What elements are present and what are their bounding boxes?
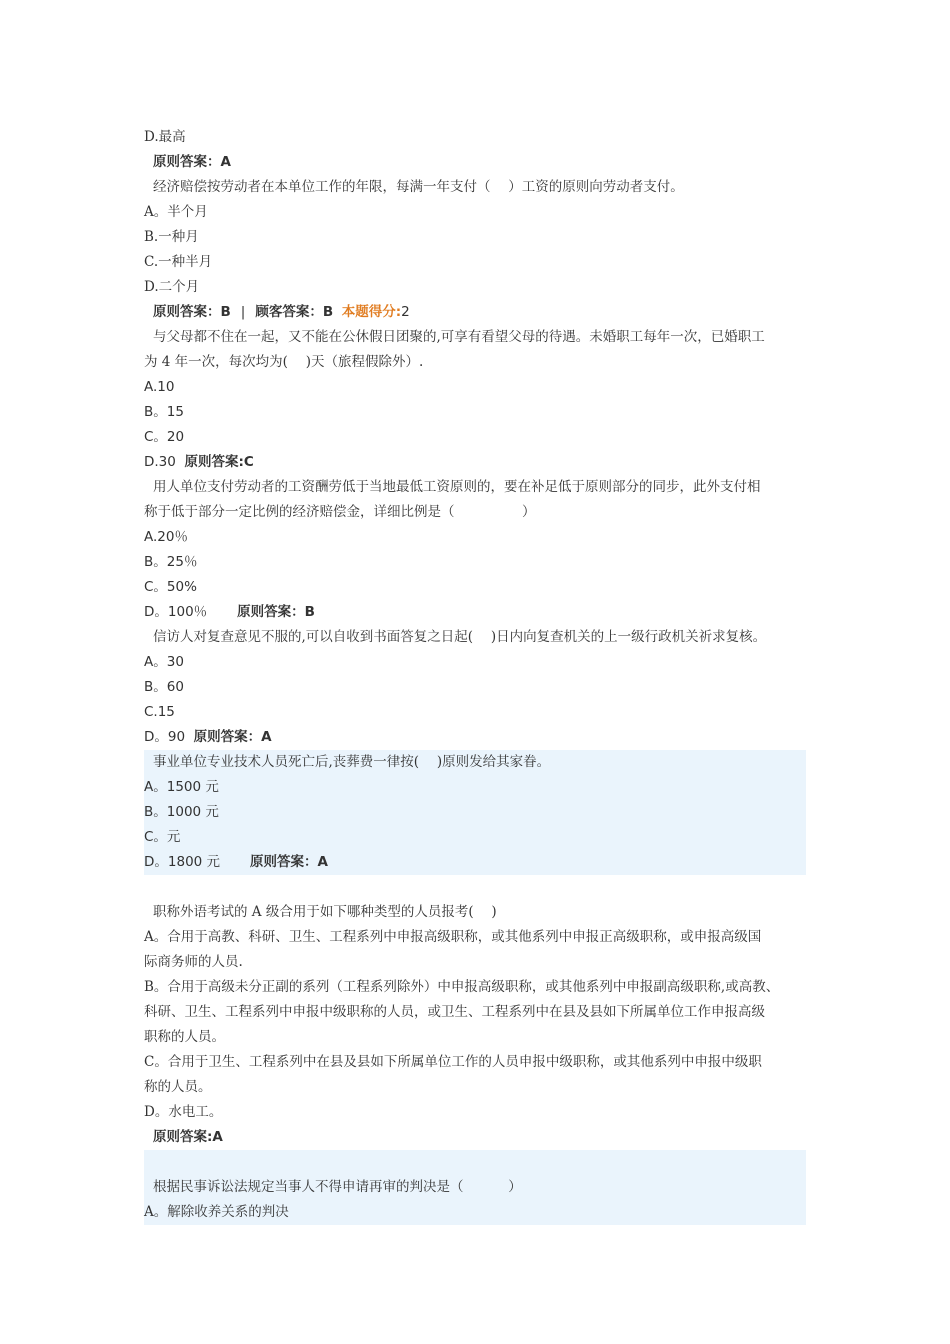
option-d: D。水电工。 xyxy=(144,1104,223,1120)
standard-answer: 原则答案:C xyxy=(184,454,254,470)
option-b: B。15 xyxy=(144,404,184,420)
answer-row xyxy=(144,850,806,875)
option-b-cont: 职称的人员。 xyxy=(144,1029,225,1045)
option-b: B。合用于高级未分正副的系列（工程系列除外）中申报高级职称，或其他系列中申报副高级职称,或高教、 xyxy=(144,979,780,995)
standard-answer: 原则答案：B xyxy=(237,604,315,620)
question-text: 与父母都不住在一起，又不能在公休假日团聚的,可享有看望父母的待遇。未婚职工每年一次，已婚职工 xyxy=(153,329,765,345)
standard-answer: 原则答案：A xyxy=(153,154,231,170)
standard-answer: 原则答案：A xyxy=(250,854,328,870)
option-d: D。1800 元 xyxy=(144,854,221,870)
standard-answer: 原则答案:A xyxy=(153,1129,223,1145)
question-text: 根据民事诉讼法规定当事人不得申请再审的判决是（ ） xyxy=(153,1179,522,1195)
option-d: D。100％ xyxy=(144,604,208,620)
spacer xyxy=(144,1150,806,1175)
question-text: 用人单位支付劳动者的工资酬劳低于当地最低工资原则的，要在补足低于原则部分的同步，此外支付相 xyxy=(153,479,761,495)
option-a-cont: 际商务师的人员. xyxy=(144,954,243,970)
option-a: A.20％ xyxy=(144,529,188,545)
option-a: A。1500 元 xyxy=(144,779,219,795)
option-a: A。半个月 xyxy=(144,204,208,220)
option-b: B.一种月 xyxy=(144,229,199,245)
option-c: C。合用于卫生、工程系列中在县及县如下所属单位工作的人员申报中级职称，或其他系列中申报中级职 xyxy=(144,1054,762,1070)
option-b: B。60 xyxy=(144,679,184,695)
option-c: C.一种半月 xyxy=(144,254,213,270)
question-text: 职称外语考试的 A 级合用于如下哪种类型的人员报考( ) xyxy=(153,904,497,920)
option-b: B。1000 元 xyxy=(144,804,219,820)
option-d: D.二个月 xyxy=(144,279,200,295)
option-b-cont: 科研、卫生、工程系列中申报中级职称的人员，或卫生、工程系列中在县及县如下所属单位工作申报高级 xyxy=(144,1004,765,1020)
question-text-cont: 为 4 年一次，每次均为( )天（旅程假除外）. xyxy=(144,354,424,370)
document-body xyxy=(144,125,806,1225)
spacer xyxy=(144,875,806,900)
answer-row xyxy=(144,600,806,625)
option-d: D.最高 xyxy=(144,129,186,145)
option-a: A.10 xyxy=(144,379,175,395)
standard-answer: 原则答案：A xyxy=(193,729,272,745)
standard-answer: 原则答案：B xyxy=(153,304,231,320)
option-c: C。元 xyxy=(144,829,181,845)
question-text: 信访人对复查意见不服的,可以自收到书面答复之日起( )日内向复查机关的上一级行政机关祈求复核。 xyxy=(153,629,767,645)
highlighted-question-block xyxy=(144,750,806,875)
question-text-cont: 称于低于部分一定比例的经济赔偿金，详细比例是（ ） xyxy=(144,504,536,520)
score-value: 2 xyxy=(401,304,410,320)
score-label: 本题得分: xyxy=(341,304,402,320)
option-a: A。合用于高教、科研、卫生、工程系列中申报高级职称，或其他系列中申报正高级职称，或申报高级国 xyxy=(144,929,762,945)
answer-row xyxy=(144,725,806,750)
option-d: D.30 xyxy=(144,454,176,470)
option-a: A。解除收养关系的判决 xyxy=(144,1204,289,1220)
option-c: C。20 xyxy=(144,429,185,445)
separator: | xyxy=(240,304,246,320)
answer-row xyxy=(144,450,806,475)
option-d: D。90 xyxy=(144,729,186,745)
option-a: A。30 xyxy=(144,654,184,670)
option-b: B。25％ xyxy=(144,554,198,570)
highlighted-question-block xyxy=(144,1150,806,1225)
question-text: 经济赔偿按劳动者在本单位工作的年限，每满一年支付（ ）工资的原则向劳动者支付。 xyxy=(153,179,684,195)
question-text: 事业单位专业技术人员死亡后,丧葬费一律按( )原则发给其家眷。 xyxy=(153,754,551,770)
option-c: C.15 xyxy=(144,704,175,720)
option-c: C。50% xyxy=(144,579,197,595)
user-answer: 顾客答案：B xyxy=(255,304,334,320)
answer-row xyxy=(144,300,806,325)
option-c-cont: 称的人员。 xyxy=(144,1079,212,1095)
